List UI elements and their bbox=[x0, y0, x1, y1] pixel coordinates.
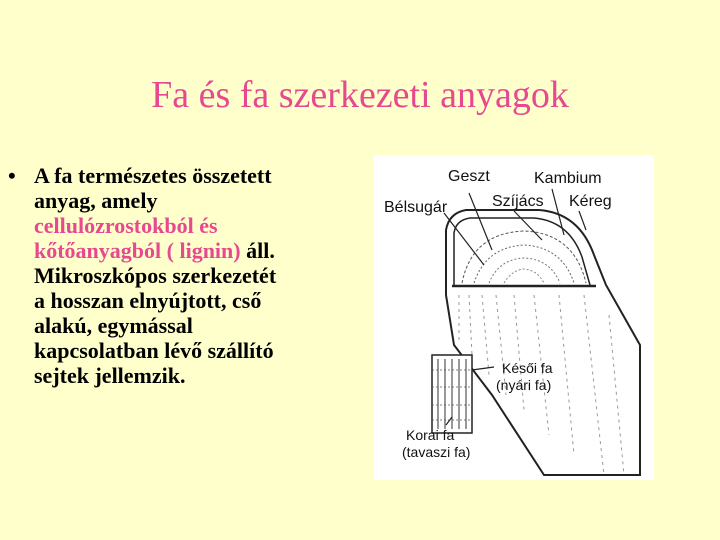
lignin-highlight: kőtőanyagból ( lignin) bbox=[34, 238, 241, 263]
bullet-line-8: kapcsolatban lévő szállító bbox=[34, 338, 274, 363]
slide-title: Fa és fa szerkezeti anyagok bbox=[151, 74, 569, 116]
label-tavaszi-fa: (tavaszi fa) bbox=[402, 444, 471, 460]
bullet-line-4-rest: áll. bbox=[240, 238, 275, 263]
label-korai-fa: Korai fa bbox=[406, 427, 455, 443]
bullet-text bbox=[34, 163, 364, 388]
wood-structure-figure bbox=[374, 155, 654, 480]
bullet-line-1: A fa természetes összetett bbox=[34, 163, 272, 188]
bullet-line-9: sejtek jellemzik. bbox=[34, 363, 186, 388]
label-szijacs: Szíjács bbox=[492, 193, 544, 210]
leader-belsugar bbox=[444, 213, 484, 265]
bullet-line-6: a hosszan elnyújtott, cső bbox=[34, 288, 262, 313]
label-kereg: Kéreg bbox=[569, 193, 612, 210]
leader-szijacs bbox=[514, 211, 542, 240]
growth-rings bbox=[474, 245, 574, 283]
label-nyari-fa: (nyári fa) bbox=[496, 377, 552, 393]
bark-outline bbox=[446, 210, 640, 475]
label-geszt: Geszt bbox=[448, 168, 490, 185]
bullet-line-5: Mikroszkópos szerkezetét bbox=[34, 263, 277, 288]
label-keso-fa: Késői fa bbox=[502, 360, 553, 376]
bullet-line-7: alakú, egymással bbox=[34, 313, 193, 338]
label-kambium: Kambium bbox=[534, 170, 602, 187]
label-belsugar: Bélsugár bbox=[384, 199, 448, 216]
bullet-line-4 bbox=[34, 238, 364, 263]
leader-geszt bbox=[469, 193, 492, 250]
bullet-line-2: anyag, amely bbox=[34, 188, 158, 213]
bullet-dot: • bbox=[8, 163, 16, 188]
bullet-line-3: cellulózrostokból és bbox=[34, 213, 218, 238]
leader-keso bbox=[472, 367, 494, 370]
leader-kereg bbox=[579, 211, 586, 230]
